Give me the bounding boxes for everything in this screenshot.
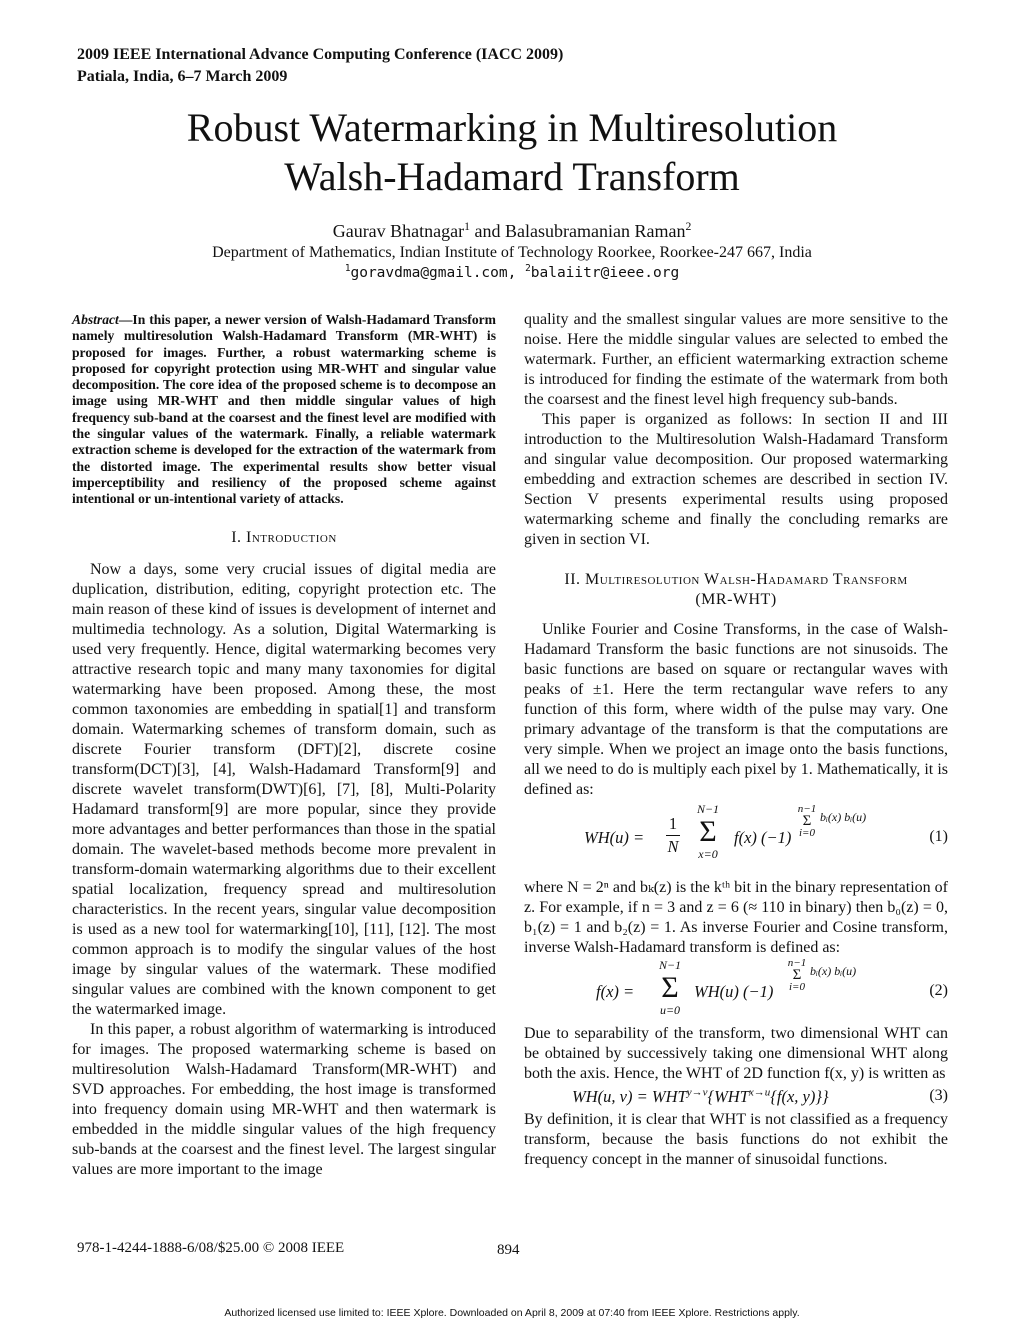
eq1-sum-top: N−1 xyxy=(696,802,720,816)
eq3-mid: {WHT xyxy=(707,1087,749,1106)
eq2-exp-sigma: Σ xyxy=(792,967,802,983)
section-1-numeral: I. xyxy=(231,528,247,546)
author-2-mark: 2 xyxy=(685,220,692,233)
authorized-use-notice: Authorized licensed use limited to: IEEE Xplore. Downloaded on April 8, 2009 at 07:40 from IEEE Xplore. Restrictions apply. xyxy=(224,1307,800,1319)
eq1-fraction-numerator: 1 xyxy=(668,814,678,833)
section-2-subtitle: (MR-WHT) xyxy=(695,591,777,608)
eq2-exp-body: bᵢ(x) bᵢ(u) xyxy=(810,964,857,978)
eq3-expression xyxy=(572,1087,829,1107)
abstract xyxy=(72,312,496,508)
conference-location: Patiala, India, 6–7 March 2009 xyxy=(77,68,288,85)
section-2-numeral: II. xyxy=(564,571,586,588)
eq2-exp-top: n−1 xyxy=(787,957,807,969)
eq2-sum-top: N−1 xyxy=(658,958,682,972)
intro-paragraph-1: Now a days, some very crucial issues of digital media are duplication, distribution, editing, copyright protection etc. The main reason of these kind of issues is development of internet and multimedia technology. As a solution, Digital Watermarking is used very frequently. Hence, digital watermarking becomes very attractive research topic and many many taxonomies for digital watermarking have been proposed. Among these, the most common taxonomies are embedding in spatial[1] and transform domain. Watermarking schemes of transform domain, such as discrete Fourier transform (DFT)[2], discrete cosine transform(DCT)[3], [4], Walsh-Hadamard Transform[9] and discrete wavelet transform(DWT)[6], [7], [8], Multi-Polarity Hadamard transform[9] are more popular, since they provide more advantages and better performances than those in the spatial domain. The wavelet-based methods become more prevalent in transform-domain watermarking algorithms due to their excellent spatial localization, frequency spread and multiresolution characteristics. In the recent years, singular value decomposition is used as a new tool for watermarking[10], [11], [12]. The most common approach is to modify the singular values of the host image by singular values of the watermark. These modified singular values are combined with the known component to get the watermarked image. xyxy=(72,560,496,1018)
right-column xyxy=(524,310,948,1170)
title-line-1: Robust Watermarking in Multiresolution xyxy=(186,105,838,150)
left-column xyxy=(72,312,496,1180)
email-2: balaiitr@ieee.org xyxy=(530,265,680,281)
page-number: 894 xyxy=(497,1242,520,1258)
eq3-sup-2: x→u xyxy=(748,1086,771,1099)
eq2-body: WH(u) (−1) xyxy=(694,982,774,1001)
conference-name: 2009 IEEE International Advance Computing Conference (IACC 2009) xyxy=(77,46,564,63)
isbn-copyright: 978-1-4244-1888-6/08/$25.00 © 2008 IEEE xyxy=(77,1240,345,1256)
eq3-number: (3) xyxy=(929,1087,948,1104)
eq1-fraction xyxy=(666,814,680,857)
author-1-mark: 1 xyxy=(464,220,470,233)
eq1-exp-bottom: i=0 xyxy=(799,827,815,839)
right-paragraph-1: quality and the smallest singular values are more sensitive to the noise. Here the middle singular values are selected to embed the watermark. Further, an efficient watermarking extraction scheme is introduced for finding the estimate of the watermark from both the coarsest and the finest level high frequency sub-bands. xyxy=(524,311,948,408)
author-emails xyxy=(0,263,1024,283)
eq1-lhs: WH(u) = xyxy=(584,828,645,847)
eq2-exp-bottom: i=0 xyxy=(789,981,805,993)
eq2-sum-bottom: u=0 xyxy=(659,1003,681,1017)
authors-and: and xyxy=(470,221,505,241)
abstract-text: —In this paper, a newer version of Walsh-Hadamard Transform namely multiresolution Walsh-Hadamard Transform (MR-WHT) is proposed for images. Further, a robust watermarking scheme is proposed for copyright protection using MR-WHT and singular value decomposition. The core idea of the proposed scheme is to decompose an image using MR-WHT and then middle singular values of high frequency sub-band at the coarsest and the finest level are modified with the singular values of the watermark. Finally, a reliable watermark extraction scheme is developed for the extraction of the watermark from the distorted image. The experimental results show better visual imperceptibility and resiliency of the proposed scheme against intentional or un-intentional variety of attacks. xyxy=(72,312,496,507)
email-1-mark: 1 xyxy=(344,263,351,275)
section-1-title: Introduction xyxy=(246,528,337,546)
section-1-heading xyxy=(72,528,496,548)
eq1-body: f(x) (−1) xyxy=(734,828,792,847)
eq1-sigma: Σ xyxy=(699,815,717,848)
eq1-number: (1) xyxy=(929,828,948,845)
equation-1 xyxy=(524,804,948,878)
conference-header xyxy=(77,44,563,88)
eq2-lhs: f(x) = xyxy=(596,982,635,1001)
equation-3 xyxy=(524,1084,948,1110)
eq2-sum xyxy=(650,958,690,1018)
eq2-number: (2) xyxy=(929,982,948,999)
intro-paragraph-2: In this paper, a robust algorithm of watermarking is introduced for images. The proposed watermarking scheme is based on multiresolution Walsh-Hadamard Transform(MR-WHT) and SVD approaches. For embedding, the host image is transformed into frequency domain using MR-WHT and then watermark is embedded in the middle singular values of the high frequency sub-bands at the coarsest and the finest level. The largest singular values are more important to the image xyxy=(72,1020,496,1178)
section-2-paragraph-2: where N = 2ⁿ and bₖ(z) is the kᵗʰ bit in the binary representation of z. For example, if n = 3 and z = 6 (≈ 110 in binary) then b₀(z) = 0, b₁(z) = 1 and b₂(z) = 1. As inverse Fourier and Cosine transform, inverse Walsh-Hadamard transform is defined as: xyxy=(524,879,948,956)
eq2-exponent-sum xyxy=(786,958,808,993)
section-2-paragraph-3: Due to separability of the transform, two dimensional WHT can be obtained by successively taking one dimensional WHT along both the axis. Hence, the WHT of 2D function f(x, y) is written as xyxy=(524,1025,948,1082)
section-2-paragraph-1: Unlike Fourier and Cosine Transforms, in the case of Walsh-Hadamard Transform the basic functions are not sinusoids. The basic functions are based on square or rectangular waves with peaks of ±1. Here the term rectangular wave refers to any function of this form, where width of the pulse may vary. One primary advantage of the transform is that the computations are very simple. When we project an image onto the basis functions, all we need to do is multiply each pixel by 1. Mathematically, it is defined as: xyxy=(524,621,948,798)
equation-2 xyxy=(524,957,948,1024)
email-2-mark: 2 xyxy=(525,263,531,275)
author-1: Gaurav Bhatnagar xyxy=(332,221,465,241)
section-2-paragraph-4: By definition, it is clear that WHT is not classified as a frequency transform, because the basis functions do not exhibit the frequency concept in the manner of sinusoidal functions. xyxy=(524,1111,948,1168)
author-2: Balasubramanian Raman xyxy=(505,221,686,241)
section-2-heading xyxy=(524,570,948,610)
affiliation: Department of Mathematics, Indian Institute of Technology Roorkee, Roorkee-247 667, India xyxy=(212,244,812,261)
eq1-exp-body: bᵢ(x) bᵢ(u) xyxy=(820,810,867,824)
eq1-fraction-denominator: N xyxy=(667,837,679,856)
eq1-exp-top: n−1 xyxy=(797,803,817,815)
eq1-exp-sigma: Σ xyxy=(802,813,812,829)
right-paragraph-2: This paper is organized as follows: In section II and III introduction to the Multiresolution Walsh-Hadamard Transform and singular value decomposition. Our proposed watermarking embedding and extraction schemes are described in section IV. Section V presents experimental results using proposed watermarking scheme and finally the concluding remarks are given in section VI. xyxy=(524,411,948,548)
eq3-text: WH(u, v) = WHT xyxy=(572,1087,687,1106)
title-line-2: Walsh-Hadamard Transform xyxy=(284,154,740,199)
eq1-sum xyxy=(688,802,728,862)
eq2-sigma: Σ xyxy=(661,971,679,1004)
abstract-label: Abstract xyxy=(72,312,119,327)
eq3-end: {f(x, y)}} xyxy=(770,1087,829,1106)
paper-title xyxy=(0,103,1024,201)
authors xyxy=(0,221,1024,241)
eq1-sum-bottom: x=0 xyxy=(698,847,718,861)
email-1: goravdma@gmail.com, xyxy=(350,265,517,281)
section-2-title: Multiresolution Walsh-Hadamard Transform xyxy=(585,571,908,588)
eq1-exponent-sum xyxy=(796,804,818,839)
eq3-sup-1: y→v xyxy=(686,1086,708,1099)
